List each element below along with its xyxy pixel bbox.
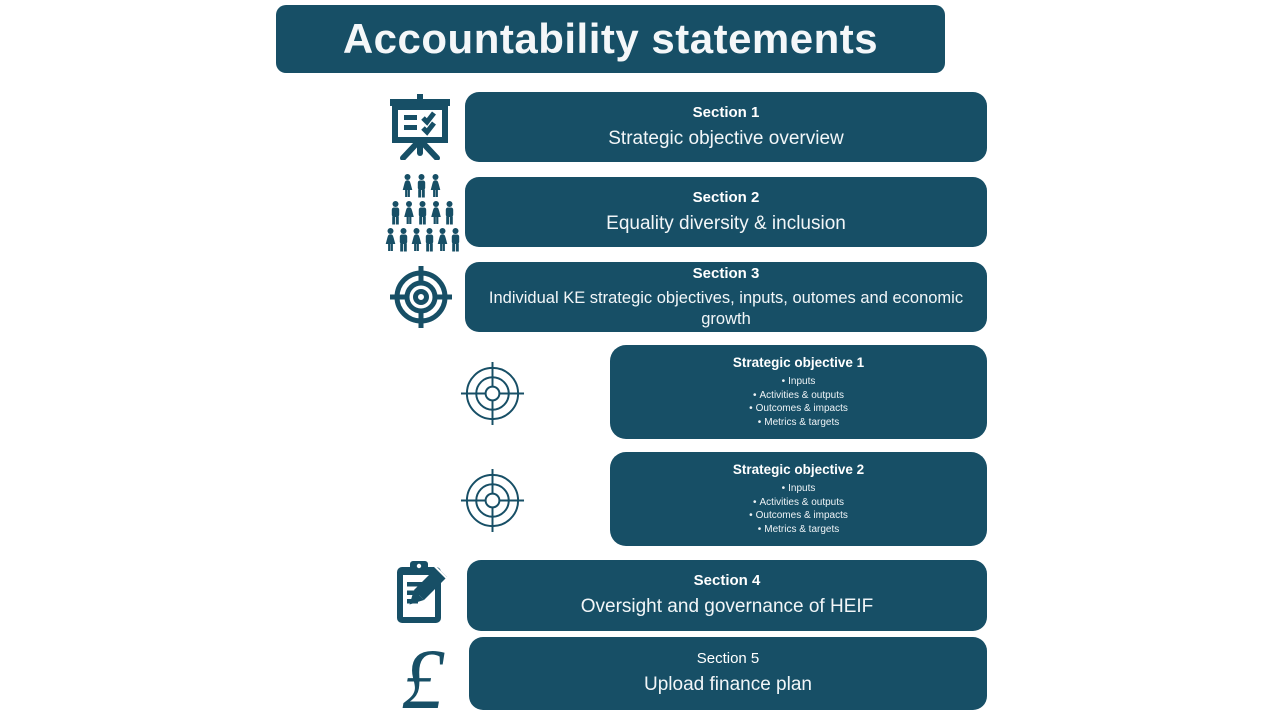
strategic-objective-2-box [610, 452, 987, 546]
section-2-label: Section 2 [692, 188, 760, 206]
section-4-box [467, 560, 987, 631]
title-banner [276, 5, 945, 73]
bullet-item: • Metrics & targets [749, 523, 848, 537]
section-3-subtitle: Individual KE strategic objectives, inputs, outomes and economic growth [488, 288, 964, 328]
target-bold-icon [388, 264, 454, 330]
pound-glyph: £ [401, 631, 445, 720]
crowd-icon [385, 174, 461, 252]
strategic-objective-2-label: Strategic objective 2 [732, 462, 865, 477]
target-thin-icon [460, 361, 525, 426]
strategic-objective-1-bullets [749, 375, 848, 429]
section-5-subtitle: Upload finance plan [644, 674, 812, 696]
section-4-label: Section 4 [693, 572, 761, 590]
pound-sterling-icon [394, 631, 452, 720]
section-1-box [465, 92, 987, 162]
strategic-objective-1-label: Strategic objective 1 [732, 355, 865, 370]
section-2-box [465, 177, 987, 247]
bullet-item: • Metrics & targets [749, 416, 848, 430]
page-title: Accountability statements [342, 15, 879, 62]
strategic-objective-2-bullets [749, 482, 848, 536]
section-1-subtitle: Strategic objective overview [608, 127, 844, 149]
bullet-item: • Outcomes & impacts [749, 402, 848, 416]
bullet-item: • Activities & outputs [749, 389, 848, 403]
strategic-objective-1-box [610, 345, 987, 439]
target-thin-icon [460, 468, 525, 533]
section-1-label: Section 1 [692, 103, 760, 121]
section-5-label: Section 5 [696, 650, 760, 668]
section-3-box [465, 262, 987, 332]
section-3-label: Section 3 [692, 264, 760, 282]
bullet-item: • Inputs [749, 482, 848, 496]
presentation-board-icon [386, 94, 454, 160]
section-4-subtitle: Oversight and governance of HEIF [580, 596, 874, 618]
section-2-subtitle: Equality diversity & inclusion [606, 212, 846, 234]
bullet-item: • Activities & outputs [749, 496, 848, 510]
section-5-box [469, 637, 987, 710]
bullet-item: • Inputs [749, 375, 848, 389]
clipboard-pencil-icon [390, 559, 456, 631]
bullet-item: • Outcomes & impacts [749, 509, 848, 523]
